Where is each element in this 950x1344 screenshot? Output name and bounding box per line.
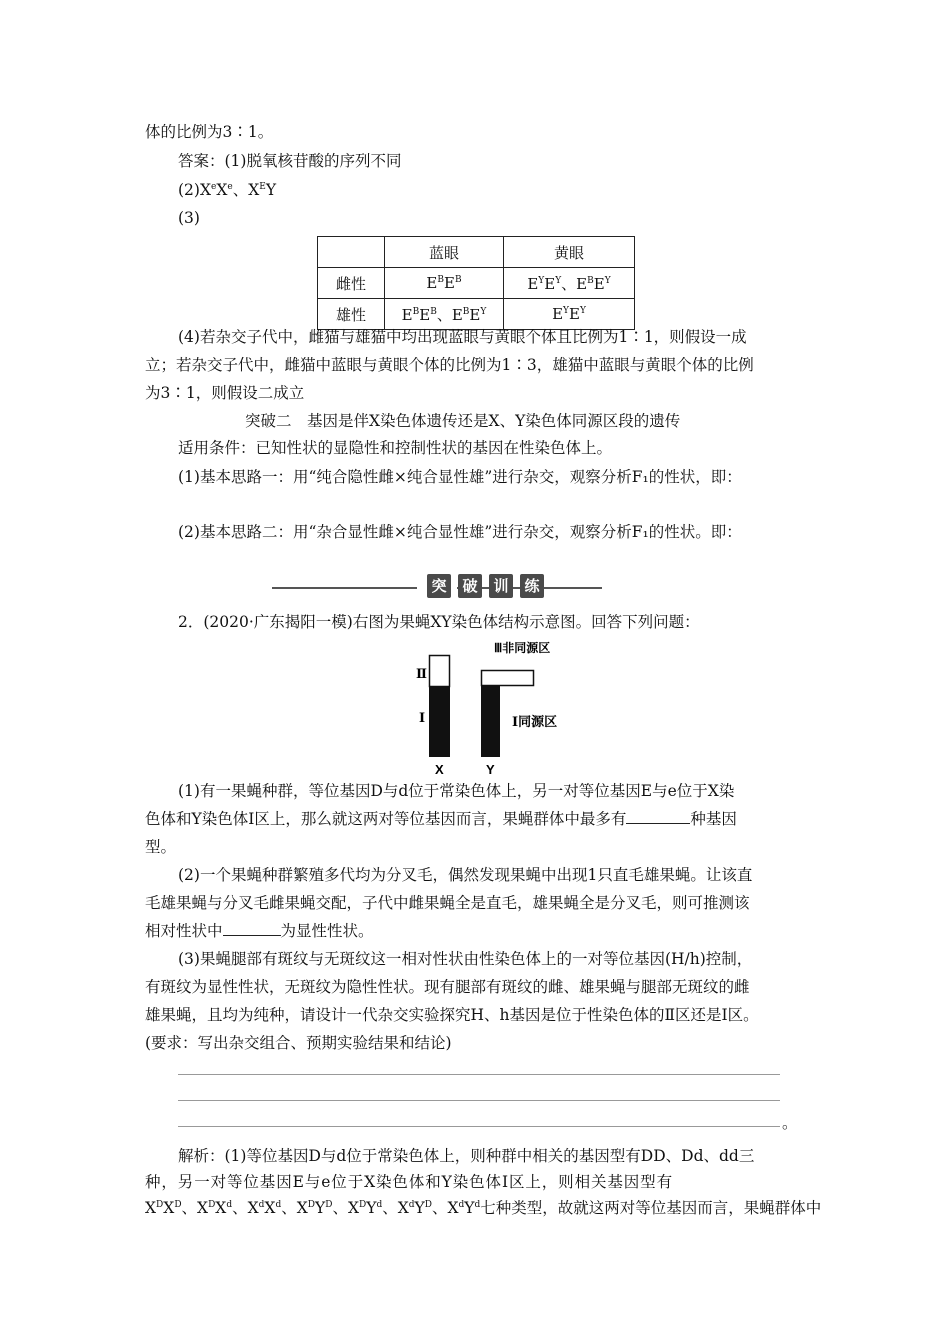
paragraph-line: 雄果蝇，且均为纯种，请设计一代杂交实验探究H、h基因是位于性染色体的Ⅱ区还是Ⅰ区。 — [145, 1006, 759, 1024]
answer-line-2: (2)XeXe、$X^EY$ — [178, 181, 277, 199]
table-cell: $E^BE^B$ — [385, 268, 504, 299]
table-cell: $E^YE^Y$ — [504, 299, 635, 330]
banner-char: 破 — [458, 574, 482, 598]
section-banner — [272, 575, 602, 601]
table-header-cell — [318, 237, 385, 268]
text-run: 色体和Y染色体Ⅰ区上，那么就这两对等位基因而言，果蝇群体中最多有 — [145, 810, 627, 828]
xy-chromosome-figure — [400, 636, 590, 778]
answer-line-1: 答案：(1)脱氧核苷酸的序列不同 — [178, 152, 402, 170]
y-nonhomologous-segment — [482, 671, 534, 686]
paragraph-line — [145, 921, 374, 941]
text-run: 七种类型，故就这两对等位基因而言，果蝇群体中 — [480, 1199, 822, 1217]
text-line: 体的比例为3∶1。 — [145, 123, 274, 141]
answer-line[interactable] — [178, 1100, 780, 1101]
text-run: 为显性性状。 — [280, 922, 374, 940]
table-header-cell: 蓝眼 — [385, 237, 504, 268]
paragraph-line: 毛雄果蝇与分叉毛雌果蝇交配，子代中雌果蝇全是直毛，雄果蝇全是分叉毛，则可推测该 — [145, 894, 750, 912]
table-cell: $E^BE^B$、$E^BE^Y$ — [385, 299, 504, 330]
paragraph-line: (1)基本思路一：用“纯合隐性雌×纯合显性雄”进行杂交，观察分析F₁的性状，即： — [178, 468, 742, 486]
label-iii: Ⅲ非同源区 — [494, 641, 551, 655]
analysis-line: 种，另一对等位基因E与e位于X染色体和Y染色体Ⅰ区上，则相关基因型有 — [145, 1173, 673, 1191]
paragraph-line: 立；若杂交子代中，雌猫中蓝眼与黄眼个体的比例为1∶3，雄猫中蓝眼与黄眼个体的比例 — [145, 356, 754, 374]
answer-line[interactable] — [178, 1126, 780, 1127]
answer-blank[interactable] — [223, 921, 281, 936]
label-ii: Ⅱ — [416, 667, 427, 682]
x-homologous-segment — [429, 686, 450, 757]
answer-line-3: (3) — [178, 209, 200, 227]
banner-rule-left — [272, 587, 417, 589]
paragraph-line: 有斑纹为显性性状，无斑纹为隐性性状。现有腿部有斑纹的雌、雄果蝇与腿部无斑纹的雌 — [145, 978, 750, 996]
table-header-cell: 黄眼 — [504, 237, 635, 268]
table-header-row — [318, 237, 635, 268]
paragraph-line: 型。 — [145, 838, 177, 856]
paragraph-line: (2)一个果蝇种群繁殖多代均为分叉毛，偶然发现果蝇中出现1只直毛雄果蝇。让该直 — [178, 866, 753, 884]
label-x: X — [435, 762, 444, 777]
text-run: 相对性状中 — [145, 922, 223, 940]
x-nonhomologous-segment — [430, 656, 450, 687]
label-i: Ⅰ — [419, 711, 426, 726]
genotype-table — [317, 236, 635, 330]
table-row — [318, 299, 635, 330]
paragraph-line — [145, 809, 737, 829]
paragraph-line: (2)基本思路二：用“杂合显性雌×纯合显性雄”进行杂交，观察分析F₁的性状。即： — [178, 523, 742, 541]
table-cell: $E^YE^Y$、$E^BE^Y$ — [504, 268, 635, 299]
analysis-line: $X^DX^D$、$X^DX^d$、$X^dX^d$、$X^DY^D$、$X^DY^d$、$X^dY^D$、$X^dY^d$七种类型，故就这两对等位基因而言，果蝇群体中 — [145, 1199, 822, 1217]
paragraph-line: (4)若杂交子代中，雌猫与雄猫中均出现蓝眼与黄眼个体且比例为1∶1，则假设一成 — [178, 328, 747, 346]
paragraph-line: 为3∶1，则假设二成立 — [145, 384, 305, 402]
table-row-label: 雌性 — [318, 268, 385, 299]
question-stem: 2．(2020·广东揭阳一模)右图为果蝇XY染色体结构示意图。回答下列问题： — [178, 613, 700, 631]
text-run: 种基因 — [690, 810, 737, 828]
paragraph-line: (1)有一果蝇种群，等位基因D与d位于常染色体上，另一对等位基因E与e位于X染 — [178, 782, 735, 800]
section-title: 突破二 基因是伴X染色体遗传还是X、Y染色体同源区段的遗传 — [245, 412, 681, 430]
table-row — [318, 268, 635, 299]
banner-char: 练 — [520, 574, 544, 598]
banner-char: 突 — [427, 574, 451, 598]
answer-blank[interactable] — [626, 809, 690, 824]
paragraph-line: (3)果蝇腿部有斑纹与无斑纹这一相对性状由性染色体上的一对等位基因(H/h)控制， — [178, 950, 753, 968]
table-row-label: 雄性 — [318, 299, 385, 330]
label-i-homologous: Ⅰ同源区 — [512, 715, 558, 730]
answer-line[interactable] — [178, 1074, 780, 1075]
label-y: Y — [486, 762, 495, 777]
analysis-line: 解析：(1)等位基因D与d位于常染色体上，则种群中相关的基因型有DD、Dd、dd三 — [178, 1147, 755, 1165]
paragraph-line: (要求：写出杂交组合、预期实验结果和结论) — [145, 1034, 452, 1052]
y-homologous-segment — [481, 686, 500, 757]
paragraph-line: 适用条件：已知性状的显隐性和控制性状的基因在性染色体上。 — [178, 439, 613, 457]
answer-line-period: 。 — [782, 1114, 798, 1132]
banner-char: 训 — [489, 574, 513, 598]
